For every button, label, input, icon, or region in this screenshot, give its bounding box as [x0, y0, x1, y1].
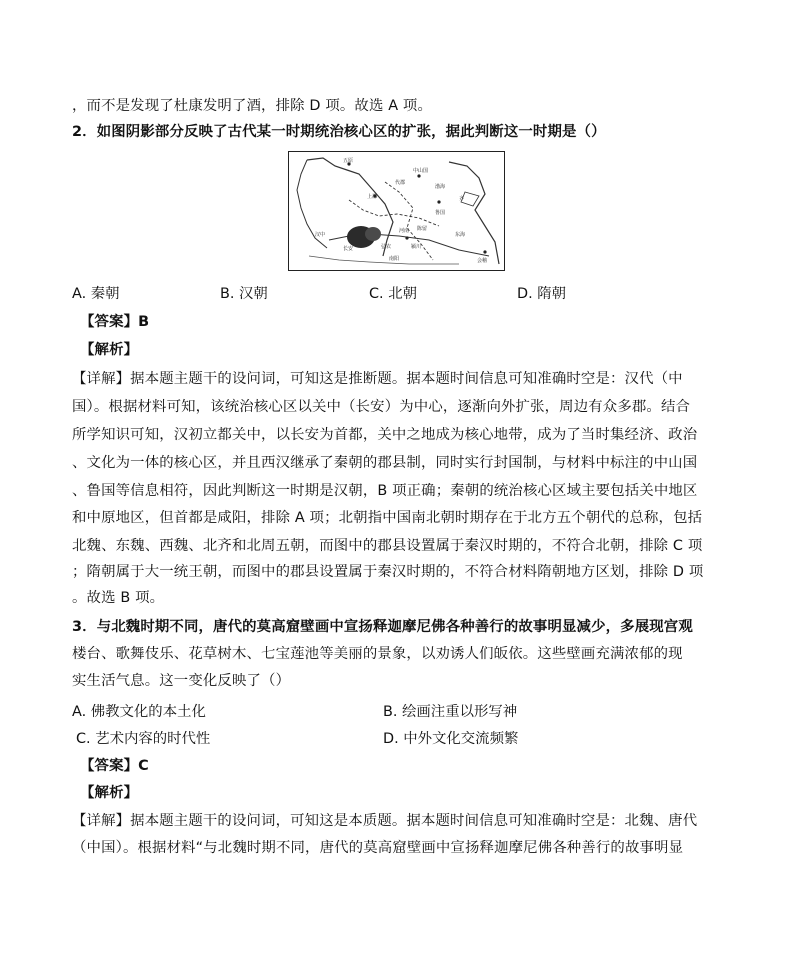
- q2-detail-line: 、文化为一体的核心区，并且西汉继承了秦朝的郡县制，同时实行封国制，与材料中标注的中山国: [72, 455, 698, 471]
- map-label: 五原: [343, 158, 354, 164]
- q3-analysis-heading: 【解析】: [80, 785, 139, 801]
- map-label: 河南: [399, 228, 410, 234]
- city-marker: [417, 174, 420, 177]
- question-3-stem: 实生活气息。这一变化反映了（）: [72, 673, 291, 689]
- q3-option-b: B. 绘画注重以形写神: [383, 704, 518, 720]
- q3-detail-line: 【详解】据本题主题干的设问词，可知这是本质题。据本题时间信息可知准确时空是：北魏、唐代: [72, 813, 698, 829]
- question-2-stem: 2．如图阴影部分反映了古代某一时期统治核心区的扩张，据此判断这一时期是（）: [72, 124, 606, 140]
- q2-detail-line: 、鲁国等信息相符，因此判断这一时期是汉朝，B 项正确；秦朝的统治核心区域主要包括关中地区: [72, 483, 698, 499]
- question-2-map: [288, 151, 505, 271]
- river-path: [309, 256, 459, 264]
- map-label: 长安: [343, 246, 354, 252]
- q3-answer: 【答案】C: [80, 758, 149, 774]
- q2-detail-line: 和中原地区，但首都是咸阳，排除 A 项；北朝指中国南北朝时期存在于北方五个朝代的总称，包括: [72, 510, 703, 526]
- q3-option-a: A. 佛教文化的本土化: [72, 704, 206, 720]
- map-label: 上郡: [367, 194, 378, 200]
- map-label: 颍川: [411, 244, 422, 250]
- q2-analysis-heading: 【解析】: [80, 342, 139, 358]
- map-label: 渤海: [435, 184, 446, 190]
- core-region-shading: [365, 227, 381, 241]
- q2-detail-line: 北魏、东魏、西魏、北齐和北周五朝，而图中的郡县设置属于秦汉时期的，不符合北朝，排除 C 项: [72, 538, 703, 554]
- q2-option-a: A. 秦朝: [72, 286, 120, 302]
- map-label: 鲁国: [435, 210, 446, 216]
- q3-detail-line: （中国）。根据材料“与北魏时期不同，唐代的莫高窟壁画中宣扬释迦摩尼佛各种善行的故事明显: [72, 840, 684, 856]
- question-3-stem: 3．与北魏时期不同，唐代的莫高窟壁画中宣扬释迦摩尼佛各种善行的故事明显减少，多展现宫观: [72, 619, 693, 635]
- q2-detail-line: 所学知识可知，汉初立都关中，以长安为首都，关中之地成为核心地带，成为了当时集经济、政治: [72, 427, 698, 443]
- city-marker: [437, 200, 440, 203]
- q2-option-d: D. 隋朝: [517, 286, 567, 302]
- map-label: 中山国: [413, 168, 429, 174]
- map-label: 陈留: [417, 226, 428, 232]
- q2-detail-line: ；隋朝属于大一统王朝，而图中的郡县设置属于秦汉时期的，不符合材料隋朝地方区划，排除 D 项: [72, 564, 704, 580]
- q2-option-c: C. 北朝: [369, 286, 417, 302]
- q2-option-b: B. 汉朝: [220, 286, 268, 302]
- map-label: 会稽: [477, 258, 488, 264]
- map-label: 代郡: [395, 180, 406, 186]
- q2-detail-line: 【详解】据本题主题干的设问词，可知这是推断题。据本题时间信息可知准确时空是：汉代（中: [72, 371, 683, 387]
- map-label: 齐: [459, 196, 465, 202]
- question-3-stem: 楼台、歌舞伎乐、花草树木、七宝莲池等美丽的景象，以劝诱人们皈依。这些壁画充满浓郁的现: [72, 646, 683, 662]
- q2-answer: 【答案】B: [80, 314, 150, 330]
- q3-option-d: D. 中外文化交流频繁: [383, 731, 519, 747]
- q2-detail-line: 国）。根据材料可知，该统治核心区以关中（长安）为中心，逐渐向外扩张，周边有众多郡。结合: [72, 399, 691, 415]
- top-line: ，而不是发现了杜康发明了酒，排除 D 项。故选 A 项。: [72, 98, 433, 114]
- q2-detail-line: 。故选 B 项。: [72, 590, 165, 606]
- q3-option-c: C. 艺术内容的时代性: [76, 731, 211, 747]
- map-label: 弘农: [381, 244, 392, 250]
- map-label: 南阳: [389, 256, 400, 262]
- map-label: 汉中: [315, 232, 326, 238]
- city-marker: [405, 236, 408, 239]
- city-marker: [483, 250, 486, 253]
- boundary-line: [349, 200, 439, 226]
- map-label: 东海: [455, 232, 466, 238]
